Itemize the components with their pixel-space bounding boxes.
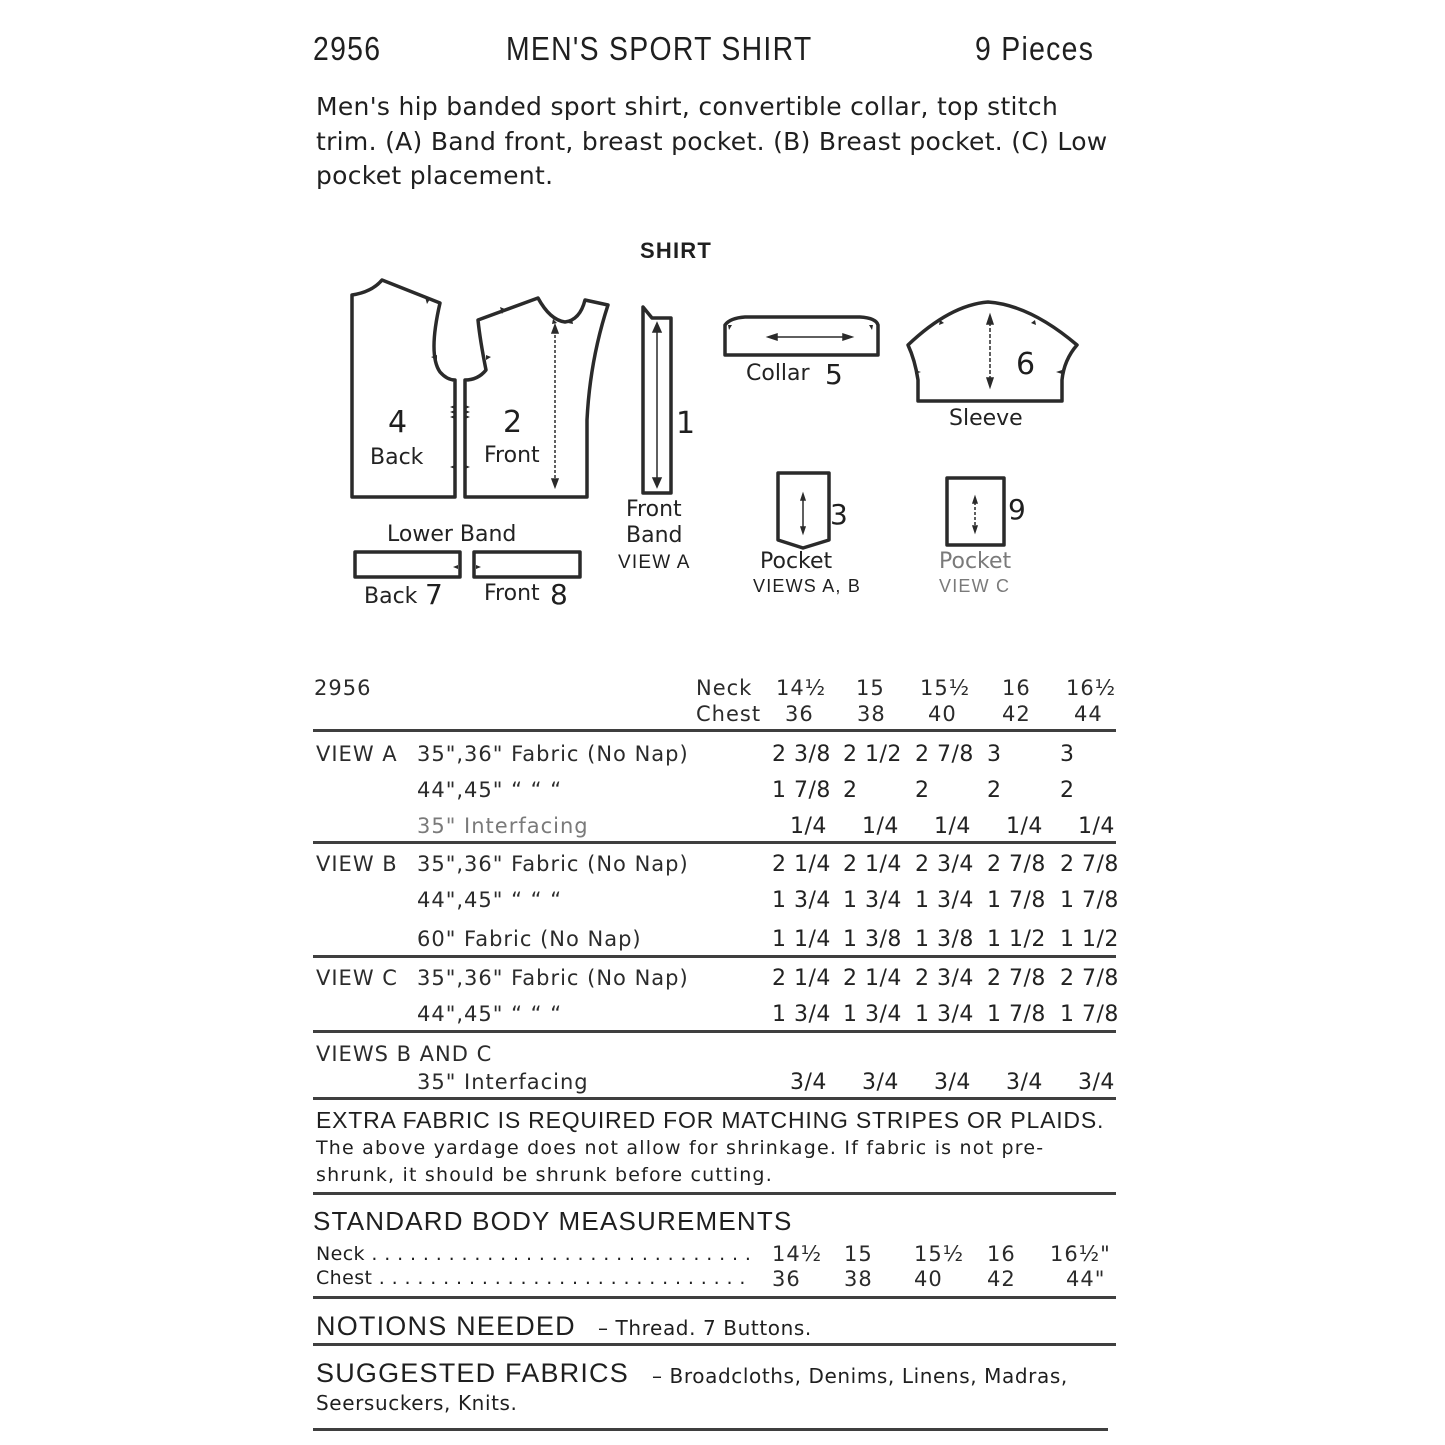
neck-size: 14½ (776, 676, 827, 700)
pocket-9-view: VIEW C (939, 576, 1011, 596)
yardage-value: 1 3/8 (843, 927, 902, 952)
divider (313, 955, 1116, 958)
yardage-value: 2 3/4 (915, 852, 974, 877)
yardage-value: 1 7/8 (987, 1002, 1046, 1027)
yardage-value: 1 7/8 (1060, 888, 1119, 913)
yardage-value: 2 3/4 (915, 966, 974, 991)
divider (313, 1097, 1116, 1100)
yardage-value: 2 1/2 (843, 742, 902, 767)
yardage-value: 3 (1060, 742, 1075, 767)
front-band-label-2: Band (626, 523, 683, 548)
fabric-row-label: 35" Interfacing (417, 814, 589, 838)
chest-size: 36 (785, 702, 814, 726)
notions-title: NOTIONS NEEDED (316, 1311, 576, 1341)
body-neck: 15½ (914, 1242, 965, 1266)
view-b-label: VIEW B (316, 852, 398, 876)
yardage-value: 1 3/4 (843, 1002, 902, 1027)
pocket-9-outline (947, 478, 1004, 545)
neck-label: Neck . . . . . . . . . . . . . . . . . . . . . . . . . . . . . . (316, 1243, 752, 1265)
sleeve-outline (908, 302, 1077, 401)
pocket-3-number: 3 (830, 498, 848, 531)
body-chest: 42 (987, 1267, 1016, 1291)
yardage-value: 2 7/8 (1060, 852, 1119, 877)
body-neck: 14½ (772, 1242, 823, 1266)
pocket-9-number: 9 (1008, 493, 1026, 526)
divider (313, 729, 1116, 732)
fabric-row-label: 60" Fabric (No Nap) (417, 927, 642, 951)
lower-band-front-outline (474, 552, 580, 577)
body-neck: 16 (987, 1242, 1016, 1266)
fabric-row-label: 35",36" Fabric (No Nap) (417, 852, 689, 876)
collar-outline (725, 317, 878, 355)
body-neck: 16½" (1050, 1242, 1111, 1266)
chest-size: 44 (1074, 702, 1103, 726)
fabric-row-label: 35" Interfacing (417, 1070, 589, 1094)
neck-size: 16 (1002, 676, 1031, 700)
front-band-label-1: Front (626, 497, 682, 522)
pattern-number: 2956 (313, 30, 382, 67)
shrinkage-note-2: shrunk, it should be shrunk before cutting. (316, 1164, 773, 1186)
yardage-value: 1 3/4 (915, 888, 974, 913)
chest-label: Chest (696, 702, 762, 726)
lower-band-label: Lower Band (387, 522, 517, 547)
yardage-value: 1 1/4 (772, 927, 831, 952)
yardage-value: 3/4 (1078, 1070, 1115, 1095)
pattern-description: Men's hip banded sport shirt, convertible collar, top stitch trim. (A) Band front, breast pocket. (B) Breast pocket. (C) Low pocket placement. (316, 92, 1108, 190)
fabric-row-label: 35",36" Fabric (No Nap) (417, 742, 689, 766)
yardage-value: 1 3/4 (772, 1002, 831, 1027)
yardage-value: 1/4 (1006, 814, 1043, 839)
extra-fabric-note: EXTRA FABRIC IS REQUIRED FOR MATCHING STRIPES OR PLAIDS. (316, 1107, 1105, 1133)
body-chest: 44" (1066, 1267, 1106, 1291)
shrinkage-note-1: The above yardage does not allow for shrinkage. If fabric is not pre- (316, 1137, 1045, 1159)
notions-text: – Thread. 7 Buttons. (598, 1316, 812, 1340)
yardage-value: 2 (843, 778, 858, 803)
chest-size: 42 (1002, 702, 1031, 726)
fabric-row-label: 44",45" “ “ “ (417, 1002, 563, 1026)
divider (313, 1296, 1116, 1299)
front-band-number: 1 (676, 406, 696, 441)
yardage-value: 3/4 (862, 1070, 899, 1095)
neck-label: Neck (696, 676, 753, 700)
divider (313, 1030, 1116, 1033)
divider (313, 1343, 1116, 1346)
yardage-value: 2 7/8 (915, 742, 974, 767)
divider (313, 1428, 1108, 1431)
table-pattern-number: 2956 (314, 676, 372, 700)
chest-size: 40 (928, 702, 957, 726)
view-c-label: VIEW C (316, 966, 398, 990)
view-a-label: VIEW A (316, 742, 398, 766)
fabric-row-label: 44",45" “ “ “ (417, 778, 563, 802)
yardage-value: 1/4 (934, 814, 971, 839)
sleeve-label: Sleeve (949, 406, 1023, 431)
sleeve-number: 6 (1016, 347, 1036, 382)
yardage-value: 1 1/2 (1060, 927, 1119, 952)
yardage-value: 2 3/8 (772, 742, 831, 767)
lower-band-front-number: 8 (550, 578, 568, 611)
yardage-value: 1 7/8 (1060, 1002, 1119, 1027)
divider (313, 841, 1116, 844)
yardage-value: 2 1/4 (772, 852, 831, 877)
neck-size: 16½ (1066, 676, 1117, 700)
collar-label: Collar (746, 361, 810, 386)
lower-band-back-outline (355, 552, 460, 577)
body-neck: 15 (844, 1242, 873, 1266)
yardage-value: 3/4 (934, 1070, 971, 1095)
front-piece-label: Front (484, 443, 540, 468)
front-band-view: VIEW A (618, 552, 691, 573)
pocket-9-label: Pocket (939, 549, 1012, 574)
yardage-value: 2 (987, 778, 1002, 803)
pattern-title: MEN'S SPORT SHIRT (506, 30, 813, 67)
yardage-value: 2 (1060, 778, 1075, 803)
views-b-c-label: VIEWS B AND C (316, 1042, 493, 1066)
yardage-value: 1 3/8 (915, 927, 974, 952)
lower-band-back-number: 7 (425, 578, 443, 611)
fabrics-title: SUGGESTED FABRICS (316, 1358, 629, 1388)
fabric-row-label: 44",45" “ “ “ (417, 888, 563, 912)
neck-size: 15½ (920, 676, 971, 700)
yardage-value: 1 1/2 (987, 927, 1046, 952)
back-piece-label: Back (370, 445, 424, 470)
piece-count: 9 Pieces (975, 30, 1095, 67)
yardage-value: 1 7/8 (772, 778, 831, 803)
yardage-value: 1 3/4 (772, 888, 831, 913)
yardage-value: 1/4 (1078, 814, 1115, 839)
body-chest: 36 (772, 1267, 801, 1291)
yardage-value: 2 1/4 (772, 966, 831, 991)
yardage-value: 1 7/8 (987, 888, 1046, 913)
pocket-3-views: VIEWS A, B (753, 576, 862, 596)
yardage-value: 1/4 (862, 814, 899, 839)
pocket-3-label: Pocket (760, 549, 833, 574)
fabrics-text-1: – Broadcloths, Denims, Linens, Madras, (652, 1364, 1068, 1388)
yardage-value: 2 7/8 (987, 966, 1046, 991)
body-measurements-title: STANDARD BODY MEASUREMENTS (313, 1206, 793, 1236)
collar-number: 5 (825, 358, 843, 391)
yardage-value: 1 3/4 (915, 1002, 974, 1027)
yardage-value: 2 7/8 (987, 852, 1046, 877)
body-chest: 38 (844, 1267, 873, 1291)
yardage-value: 2 1/4 (843, 852, 902, 877)
front-piece-number: 2 (503, 405, 523, 440)
body-chest: 40 (914, 1267, 943, 1291)
chest-label: Chest . . . . . . . . . . . . . . . . . . . . . . . . . . . . . (316, 1267, 746, 1289)
lower-band-back-label: Back (364, 584, 418, 609)
yardage-value: 1/4 (790, 814, 827, 839)
yardage-value: 1 3/4 (843, 888, 902, 913)
fabrics-text-2: Seersuckers, Knits. (316, 1391, 518, 1415)
yardage-value: 3/4 (790, 1070, 827, 1095)
divider (313, 1192, 1116, 1195)
yardage-value: 2 1/4 (843, 966, 902, 991)
back-piece-number: 4 (388, 405, 408, 440)
yardage-value: 2 (915, 778, 930, 803)
yardage-value: 3/4 (1006, 1070, 1043, 1095)
diagram-title: SHIRT (640, 238, 712, 263)
fabric-row-label: 35",36" Fabric (No Nap) (417, 966, 689, 990)
chest-size: 38 (857, 702, 886, 726)
yardage-value: 2 7/8 (1060, 966, 1119, 991)
lower-band-front-label: Front (484, 581, 540, 606)
neck-size: 15 (856, 676, 885, 700)
yardage-value: 3 (987, 742, 1002, 767)
